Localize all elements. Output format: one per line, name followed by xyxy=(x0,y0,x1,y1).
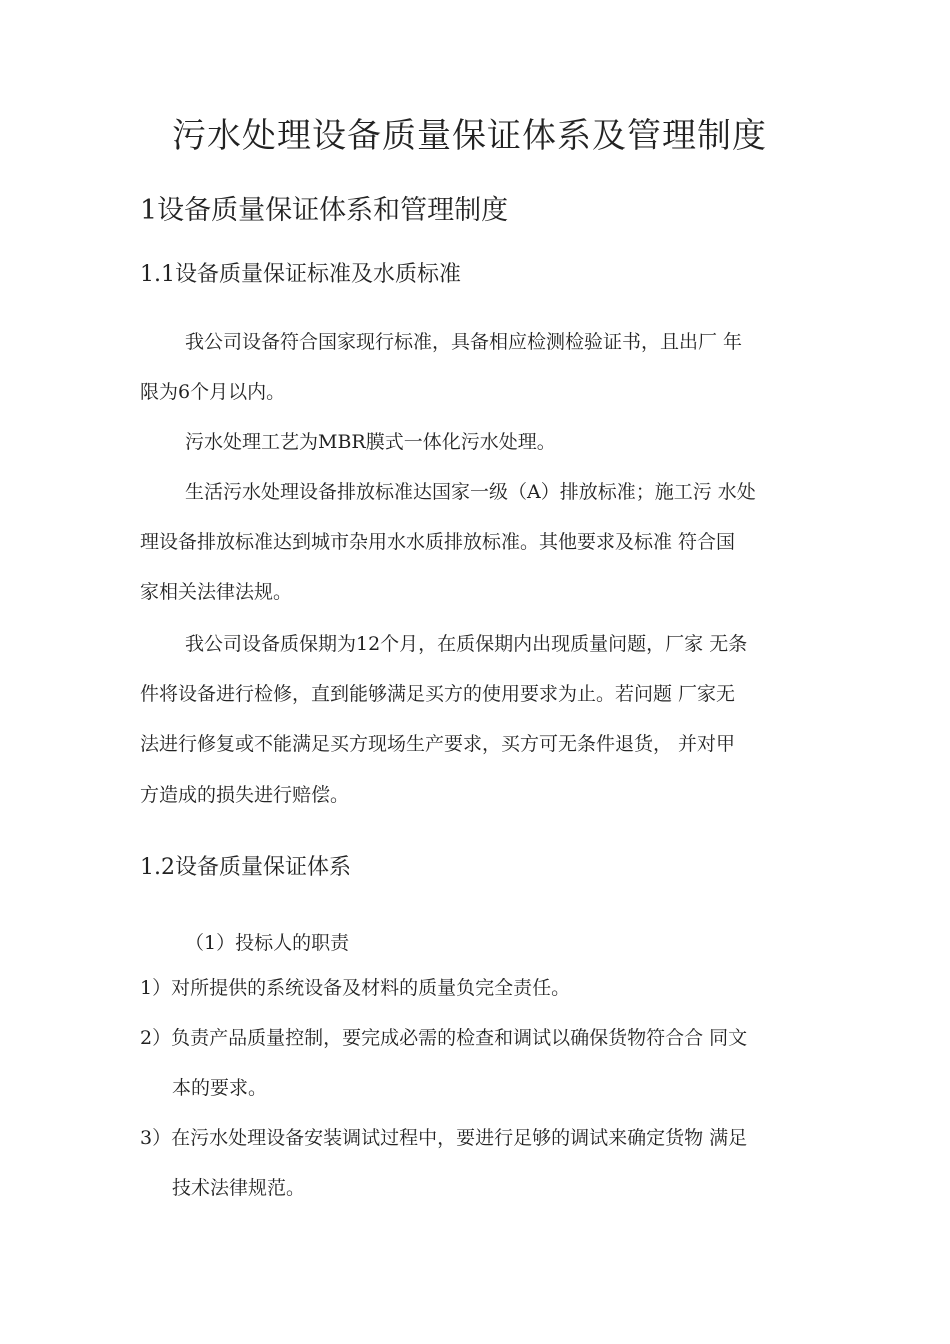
paragraph-line: 家相关法律法规。 xyxy=(140,581,293,603)
paragraph-line: 方造成的损失进行赔偿。 xyxy=(140,784,350,806)
document-title: 污水处理设备质量保证体系及管理制度 xyxy=(172,116,767,156)
paragraph-line: 法进行修复或不能满足买方现场生产要求，买方可无条件退货， 并对甲 xyxy=(140,733,736,755)
paragraph-line: 限为6个月以内。 xyxy=(140,381,286,403)
paragraph-line: 生活污水处理设备排放标准达国家一级（A）排放标准；施工污 水处 xyxy=(185,481,756,503)
list-item: 2）负责产品质量控制，要完成必需的检查和调试以确保货物符合合 同文 xyxy=(140,1027,748,1049)
paragraph-line: 理设备排放标准达到城市杂用水水质排放标准。其他要求及标准 符合国 xyxy=(140,531,736,553)
list-item-continuation: 本的要求。 xyxy=(172,1077,268,1099)
list-item: 3）在污水处理设备安装调试过程中，要进行足够的调试来确定货物 满足 xyxy=(140,1127,748,1149)
item-heading: （1）投标人的职责 xyxy=(185,932,350,954)
subsection-heading-1-1: 1.1设备质量保证标准及水质标准 xyxy=(140,262,461,287)
paragraph-line: 件将设备进行检修，直到能够满足买方的使用要求为止。若问题 厂家无 xyxy=(140,683,736,705)
list-item: 1）对所提供的系统设备及材料的质量负完全责任。 xyxy=(140,977,571,999)
section-heading-1: 1设备质量保证体系和管理制度 xyxy=(140,195,509,226)
paragraph-line: 污水处理工艺为MBR膜式一体化污水处理。 xyxy=(185,431,556,453)
paragraph-line: 我公司设备质保期为12个月，在质保期内出现质量问题，厂家 无条 xyxy=(185,633,748,655)
list-item-continuation: 技术法律规范。 xyxy=(172,1177,306,1199)
subsection-heading-1-2: 1.2设备质量保证体系 xyxy=(140,855,351,880)
paragraph-line: 我公司设备符合国家现行标准，具备相应检测检验证书，且出厂 年 xyxy=(185,331,743,353)
